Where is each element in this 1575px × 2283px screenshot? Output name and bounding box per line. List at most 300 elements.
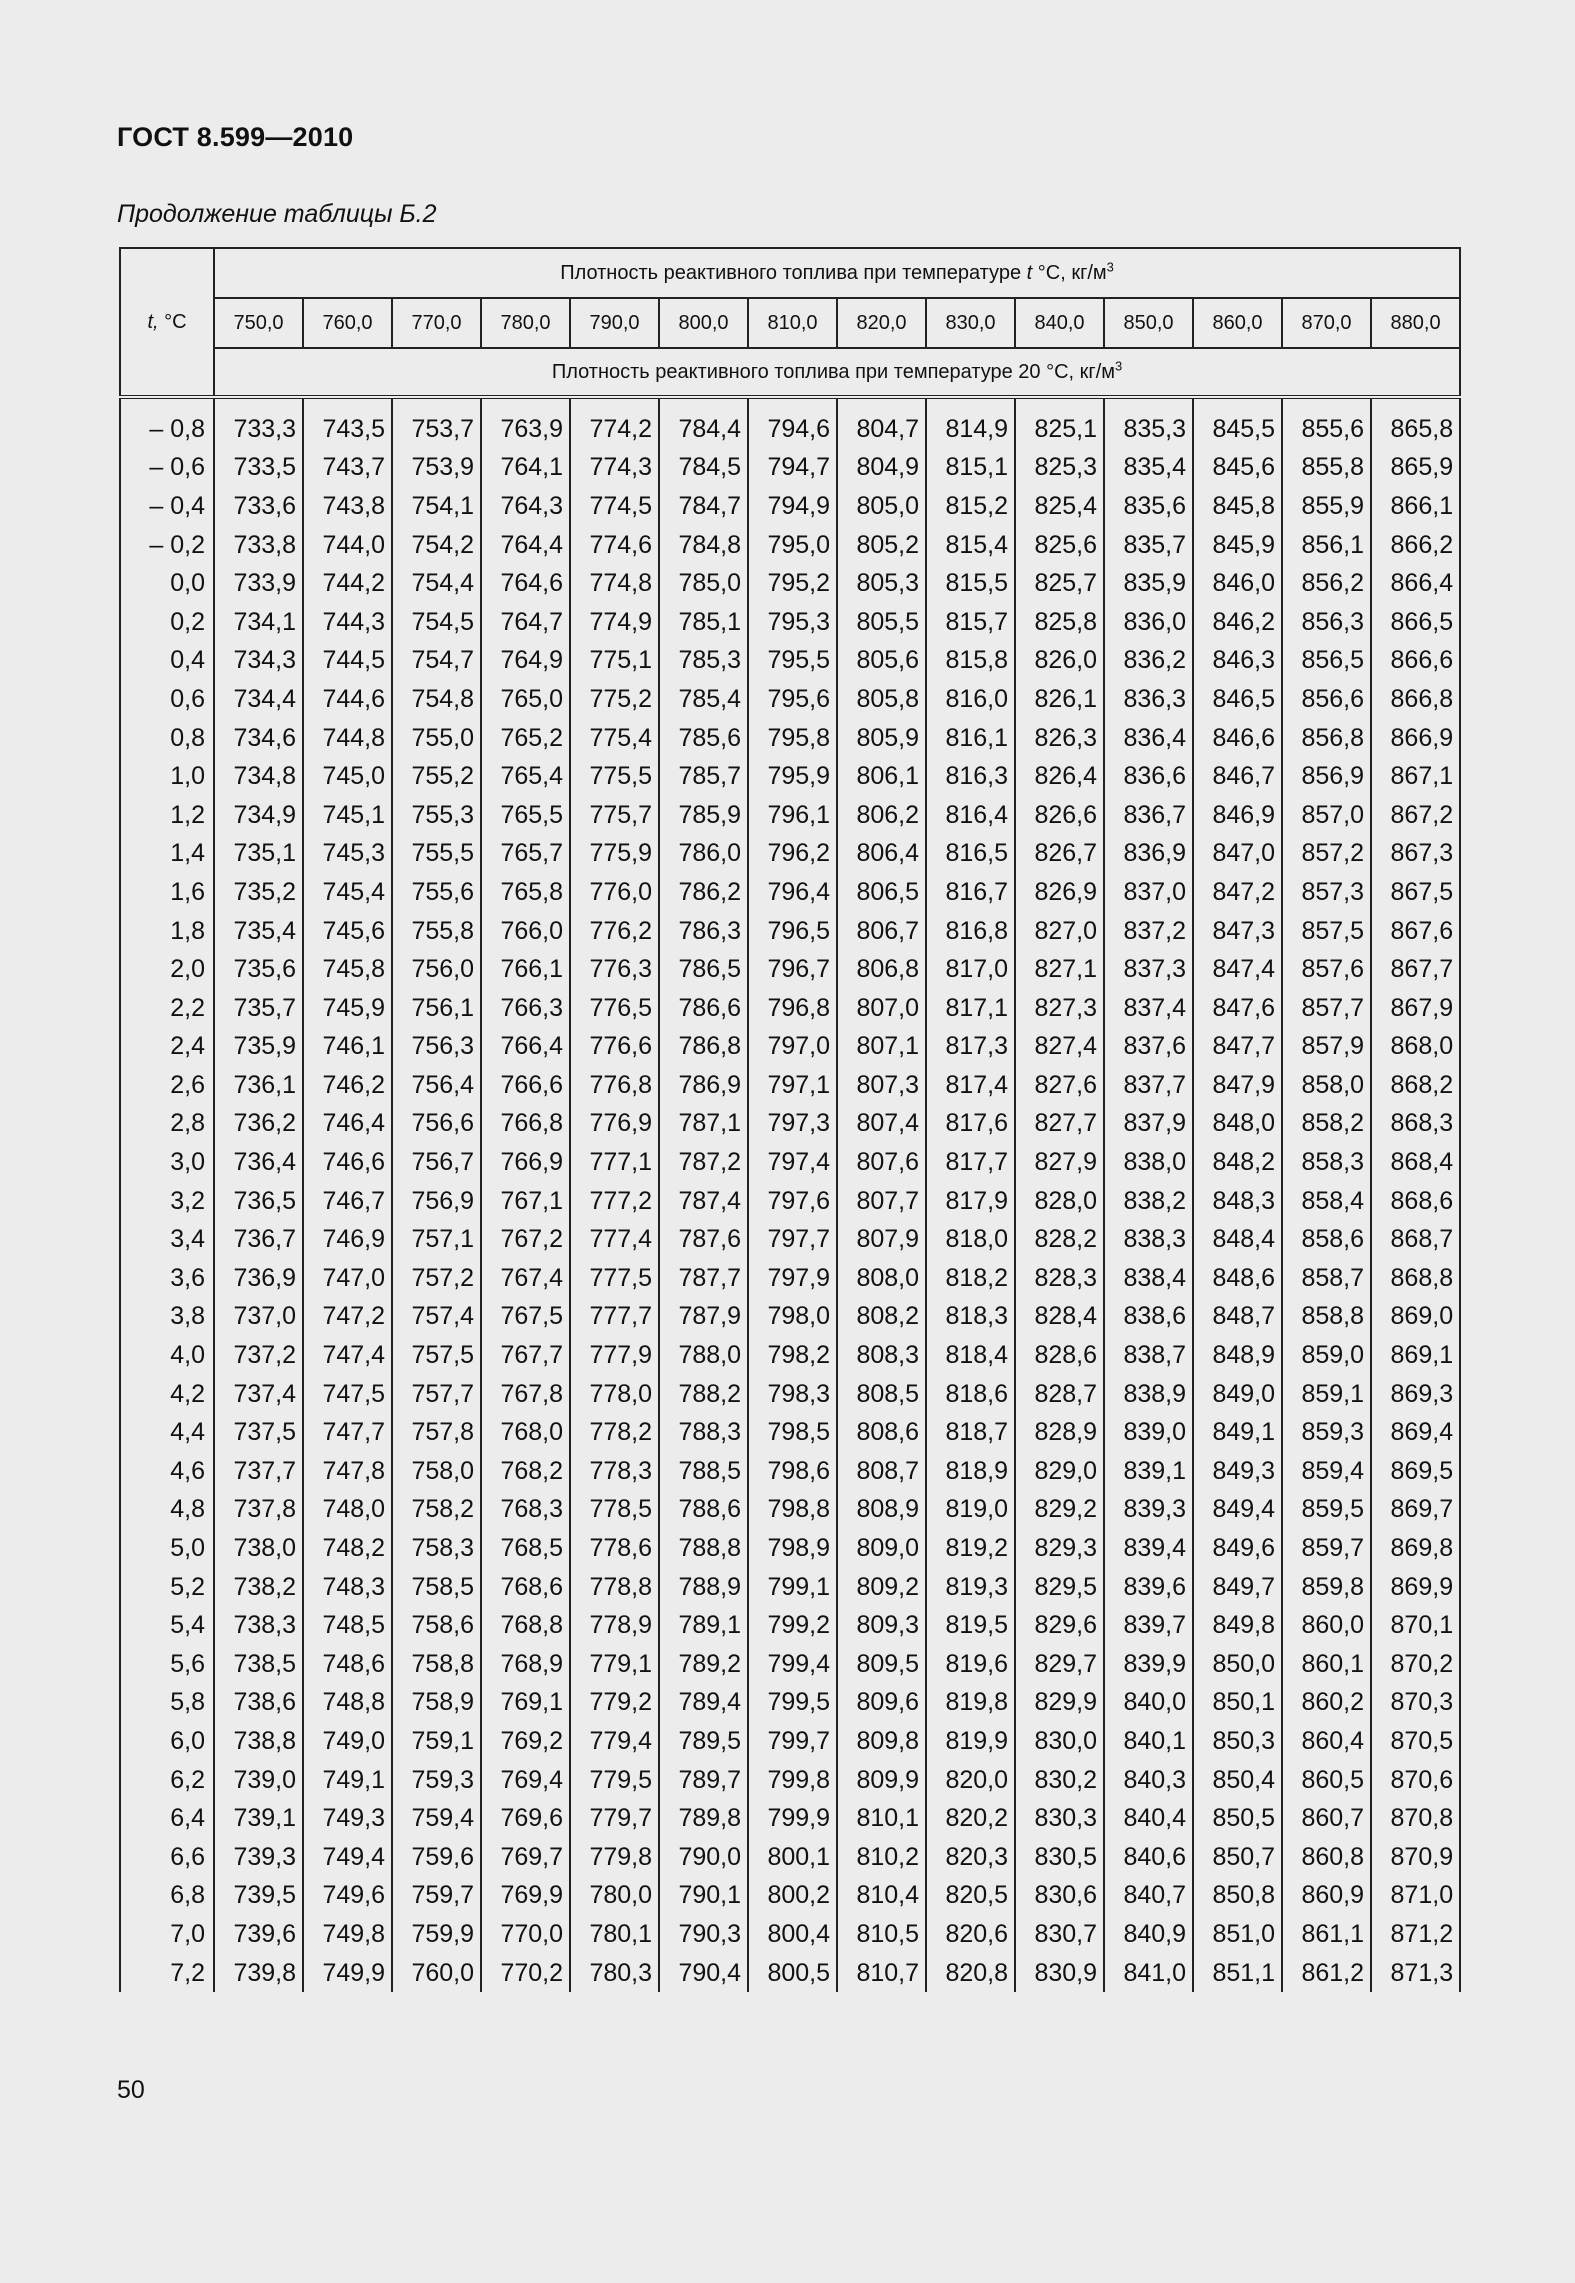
density-value-cell: 764,3 (481, 487, 570, 526)
density-value-cell: 858,8 (1282, 1298, 1371, 1337)
density-column-header: 830,0 (926, 298, 1015, 348)
density-value-cell: 778,6 (570, 1529, 659, 1568)
table-row (120, 642, 1460, 681)
density-value-cell: 840,0 (1104, 1684, 1193, 1723)
table-row (120, 1298, 1460, 1337)
density-value-cell: 861,1 (1282, 1915, 1371, 1954)
density-value-cell: 768,8 (481, 1606, 570, 1645)
density-value-cell: 816,8 (926, 912, 1015, 951)
density-value-cell: 807,9 (837, 1220, 926, 1259)
density-value-cell: 817,1 (926, 989, 1015, 1028)
density-value-cell: 738,6 (214, 1684, 303, 1723)
density-value-cell: 743,7 (303, 449, 392, 488)
density-value-cell: 788,8 (659, 1529, 748, 1568)
density-value-cell: 809,3 (837, 1606, 926, 1645)
density-value-cell: 869,8 (1371, 1529, 1460, 1568)
density-value-cell: 754,8 (392, 680, 481, 719)
density-value-cell: 859,1 (1282, 1375, 1371, 1414)
temperature-cell: 3,8 (120, 1298, 214, 1337)
density-value-cell: 734,9 (214, 796, 303, 835)
density-value-cell: 826,0 (1015, 642, 1104, 681)
density-value-cell: 777,1 (570, 1143, 659, 1182)
density-value-cell: 796,2 (748, 835, 837, 874)
density-value-cell: 757,4 (392, 1298, 481, 1337)
density-value-cell: 819,5 (926, 1606, 1015, 1645)
density-value-cell: 753,7 (392, 410, 481, 449)
density-value-cell: 808,9 (837, 1491, 926, 1530)
density-value-cell: 804,7 (837, 410, 926, 449)
density-value-cell: 778,5 (570, 1491, 659, 1530)
density-value-cell: 815,8 (926, 642, 1015, 681)
density-value-cell: 849,1 (1193, 1413, 1282, 1452)
density-value-cell: 845,9 (1193, 526, 1282, 565)
density-value-cell: 870,6 (1371, 1761, 1460, 1800)
density-value-cell: 748,3 (303, 1568, 392, 1607)
density-value-cell: 745,3 (303, 835, 392, 874)
density-value-cell: 868,0 (1371, 1028, 1460, 1067)
density-value-cell: 827,4 (1015, 1028, 1104, 1067)
density-value-cell: 827,6 (1015, 1066, 1104, 1105)
density-value-cell: 784,8 (659, 526, 748, 565)
density-at-20-header (214, 348, 1460, 397)
temperature-cell: 1,2 (120, 796, 214, 835)
density-value-cell: 829,2 (1015, 1491, 1104, 1530)
density-value-cell: 851,1 (1193, 1954, 1282, 1993)
density-value-cell: 787,9 (659, 1298, 748, 1337)
density-value-cell: 818,0 (926, 1220, 1015, 1259)
density-value-cell: 764,6 (481, 564, 570, 603)
density-value-cell: 860,5 (1282, 1761, 1371, 1800)
density-value-cell: 827,9 (1015, 1143, 1104, 1182)
temperature-cell: – 0,2 (120, 526, 214, 565)
density-value-cell: 765,7 (481, 835, 570, 874)
density-value-cell: 759,1 (392, 1722, 481, 1761)
density-value-cell: 744,2 (303, 564, 392, 603)
density-column-header: 880,0 (1371, 298, 1460, 348)
density-value-cell: 828,9 (1015, 1413, 1104, 1452)
density-value-cell: 766,9 (481, 1143, 570, 1182)
temperature-cell: 6,8 (120, 1877, 214, 1916)
separator-cell (1104, 397, 1193, 410)
separator-cell (837, 397, 926, 410)
density-value-cell: 828,2 (1015, 1220, 1104, 1259)
density-value-cell: 856,3 (1282, 603, 1371, 642)
density-value-cell: 795,2 (748, 564, 837, 603)
temperature-cell: 4,8 (120, 1491, 214, 1530)
density-value-cell: 859,5 (1282, 1491, 1371, 1530)
density-value-cell: 846,7 (1193, 757, 1282, 796)
density-value-cell: 784,4 (659, 410, 748, 449)
table-row (120, 873, 1460, 912)
density-value-cell: 798,3 (748, 1375, 837, 1414)
temperature-cell: 4,0 (120, 1336, 214, 1375)
density-value-cell: 839,0 (1104, 1413, 1193, 1452)
density-value-cell: 749,4 (303, 1838, 392, 1877)
density-at-t-suffix: °С, кг/м (1032, 261, 1107, 284)
density-value-cell: 860,7 (1282, 1799, 1371, 1838)
density-value-cell: 796,4 (748, 873, 837, 912)
density-value-cell: 800,2 (748, 1877, 837, 1916)
density-value-cell: 815,7 (926, 603, 1015, 642)
density-value-cell: 756,3 (392, 1028, 481, 1067)
table-row (120, 1954, 1460, 1993)
density-value-cell: 739,1 (214, 1799, 303, 1838)
density-value-cell: 808,3 (837, 1336, 926, 1375)
density-value-cell: 838,3 (1104, 1220, 1193, 1259)
density-value-cell: 775,7 (570, 796, 659, 835)
temperature-column-header (120, 248, 214, 397)
density-value-cell: 779,2 (570, 1684, 659, 1723)
density-value-cell: 869,7 (1371, 1491, 1460, 1530)
density-value-cell: 838,7 (1104, 1336, 1193, 1375)
density-value-cell: 846,0 (1193, 564, 1282, 603)
density-value-cell: 770,0 (481, 1915, 570, 1954)
density-value-cell: 816,7 (926, 873, 1015, 912)
density-value-cell: 825,4 (1015, 487, 1104, 526)
density-value-cell: 837,9 (1104, 1105, 1193, 1144)
density-value-cell: 776,0 (570, 873, 659, 912)
density-value-cell: 837,0 (1104, 873, 1193, 912)
density-value-cell: 774,9 (570, 603, 659, 642)
density-value-cell: 755,3 (392, 796, 481, 835)
density-value-cell: 871,2 (1371, 1915, 1460, 1954)
density-value-cell: 765,4 (481, 757, 570, 796)
table-row (120, 1259, 1460, 1298)
density-value-cell: 847,3 (1193, 912, 1282, 951)
density-value-cell: 777,5 (570, 1259, 659, 1298)
density-value-cell: 807,6 (837, 1143, 926, 1182)
density-value-cell: 818,3 (926, 1298, 1015, 1337)
density-value-cell: 850,1 (1193, 1684, 1282, 1723)
density-value-cell: 789,7 (659, 1761, 748, 1800)
density-value-cell: 755,5 (392, 835, 481, 874)
density-value-cell: 756,9 (392, 1182, 481, 1221)
density-value-cell: 786,3 (659, 912, 748, 951)
density-value-cell: 837,3 (1104, 950, 1193, 989)
density-value-cell: 795,0 (748, 526, 837, 565)
density-value-cell: 734,6 (214, 719, 303, 758)
density-value-cell: 866,2 (1371, 526, 1460, 565)
density-value-cell: 767,8 (481, 1375, 570, 1414)
density-value-cell: 769,1 (481, 1684, 570, 1723)
table-row (120, 410, 1460, 449)
density-value-cell: 808,0 (837, 1259, 926, 1298)
density-value-cell: 785,6 (659, 719, 748, 758)
density-value-cell: 819,8 (926, 1684, 1015, 1723)
density-value-cell: 828,6 (1015, 1336, 1104, 1375)
density-value-cell: 749,3 (303, 1799, 392, 1838)
density-value-cell: 860,8 (1282, 1838, 1371, 1877)
density-value-cell: 778,9 (570, 1606, 659, 1645)
density-value-cell: 757,7 (392, 1375, 481, 1414)
density-value-cell: 858,0 (1282, 1066, 1371, 1105)
density-value-cell: 786,6 (659, 989, 748, 1028)
density-value-cell: 787,2 (659, 1143, 748, 1182)
table-row (120, 1182, 1460, 1221)
density-value-cell: 856,5 (1282, 642, 1371, 681)
density-value-cell: 836,2 (1104, 642, 1193, 681)
table-row (120, 449, 1460, 488)
density-column-header: 850,0 (1104, 298, 1193, 348)
density-value-cell: 746,1 (303, 1028, 392, 1067)
density-value-cell: 784,5 (659, 449, 748, 488)
density-value-cell: 758,9 (392, 1684, 481, 1723)
density-value-cell: 789,4 (659, 1684, 748, 1723)
density-value-cell: 774,5 (570, 487, 659, 526)
temperature-cell: – 0,6 (120, 449, 214, 488)
density-value-cell: 840,1 (1104, 1722, 1193, 1761)
density-value-cell: 799,9 (748, 1799, 837, 1838)
density-value-cell: 738,5 (214, 1645, 303, 1684)
density-value-cell: 787,1 (659, 1105, 748, 1144)
separator-cell (392, 397, 481, 410)
temperature-cell: 1,0 (120, 757, 214, 796)
density-value-cell: 739,6 (214, 1915, 303, 1954)
density-value-cell: 765,8 (481, 873, 570, 912)
temperature-cell: 4,4 (120, 1413, 214, 1452)
density-value-cell: 744,0 (303, 526, 392, 565)
density-value-cell: 759,3 (392, 1761, 481, 1800)
density-value-cell: 747,8 (303, 1452, 392, 1491)
density-value-cell: 798,6 (748, 1452, 837, 1491)
density-value-cell: 747,0 (303, 1259, 392, 1298)
density-value-cell: 760,0 (392, 1954, 481, 1993)
density-value-cell: 866,5 (1371, 603, 1460, 642)
density-value-cell: 767,7 (481, 1336, 570, 1375)
table-row (120, 1105, 1460, 1144)
density-value-cell: 860,4 (1282, 1722, 1371, 1761)
density-value-cell: 738,0 (214, 1529, 303, 1568)
density-value-cell: 855,8 (1282, 449, 1371, 488)
density-value-cell: 866,9 (1371, 719, 1460, 758)
density-value-cell: 867,7 (1371, 950, 1460, 989)
density-value-cell: 819,2 (926, 1529, 1015, 1568)
density-value-cell: 759,6 (392, 1838, 481, 1877)
density-value-cell: 871,0 (1371, 1877, 1460, 1916)
density-value-cell: 817,0 (926, 950, 1015, 989)
temperature-cell: 2,0 (120, 950, 214, 989)
density-value-cell: 745,6 (303, 912, 392, 951)
density-value-cell: 739,8 (214, 1954, 303, 1993)
density-value-cell: 777,9 (570, 1336, 659, 1375)
density-value-cell: 837,6 (1104, 1028, 1193, 1067)
density-value-cell: 735,4 (214, 912, 303, 951)
density-value-cell: 848,2 (1193, 1143, 1282, 1182)
density-value-cell: 769,9 (481, 1877, 570, 1916)
density-value-cell: 767,5 (481, 1298, 570, 1337)
density-value-cell: 796,5 (748, 912, 837, 951)
table-row (120, 1761, 1460, 1800)
density-value-cell: 847,6 (1193, 989, 1282, 1028)
table-row (120, 989, 1460, 1028)
density-value-cell: 745,4 (303, 873, 392, 912)
density-value-cell: 857,5 (1282, 912, 1371, 951)
temperature-cell: 5,2 (120, 1568, 214, 1607)
density-value-cell: 829,3 (1015, 1529, 1104, 1568)
density-value-cell: 807,7 (837, 1182, 926, 1221)
density-value-cell: 774,3 (570, 449, 659, 488)
density-value-cell: 818,4 (926, 1336, 1015, 1375)
density-value-cell: 836,3 (1104, 680, 1193, 719)
density-value-cell: 747,5 (303, 1375, 392, 1414)
density-value-cell: 795,8 (748, 719, 837, 758)
density-value-cell: 826,6 (1015, 796, 1104, 835)
density-value-cell: 787,7 (659, 1259, 748, 1298)
density-value-cell: 820,3 (926, 1838, 1015, 1877)
density-value-cell: 836,9 (1104, 835, 1193, 874)
temperature-cell: 5,4 (120, 1606, 214, 1645)
density-value-cell: 869,4 (1371, 1413, 1460, 1452)
density-value-cell: 815,2 (926, 487, 1015, 526)
table-row (120, 1645, 1460, 1684)
density-value-cell: 805,0 (837, 487, 926, 526)
density-column-header: 780,0 (481, 298, 570, 348)
temperature-cell: 7,0 (120, 1915, 214, 1954)
density-value-cell: 758,5 (392, 1568, 481, 1607)
density-value-cell: 868,2 (1371, 1066, 1460, 1105)
density-value-cell: 779,7 (570, 1799, 659, 1838)
density-value-cell: 777,4 (570, 1220, 659, 1259)
density-value-cell: 806,8 (837, 950, 926, 989)
density-value-cell: 837,4 (1104, 989, 1193, 1028)
density-value-cell: 785,0 (659, 564, 748, 603)
density-value-cell: 827,1 (1015, 950, 1104, 989)
density-value-cell: 756,7 (392, 1143, 481, 1182)
density-value-cell: 814,9 (926, 410, 1015, 449)
table-row (120, 1529, 1460, 1568)
density-value-cell: 827,7 (1015, 1105, 1104, 1144)
density-value-cell: 829,9 (1015, 1684, 1104, 1723)
density-value-cell: 776,3 (570, 950, 659, 989)
density-value-cell: 847,7 (1193, 1028, 1282, 1067)
density-value-cell: 749,9 (303, 1954, 392, 1993)
density-value-cell: 766,0 (481, 912, 570, 951)
temperature-cell: 2,8 (120, 1105, 214, 1144)
table-row (120, 1684, 1460, 1723)
density-value-cell: 787,4 (659, 1182, 748, 1221)
density-value-cell: 747,7 (303, 1413, 392, 1452)
temperature-cell: 3,4 (120, 1220, 214, 1259)
density-value-cell: 733,5 (214, 449, 303, 488)
density-value-cell: 816,3 (926, 757, 1015, 796)
density-value-cell: 849,8 (1193, 1606, 1282, 1645)
density-value-cell: 865,9 (1371, 449, 1460, 488)
density-column-header: 760,0 (303, 298, 392, 348)
density-value-cell: 787,6 (659, 1220, 748, 1259)
density-value-cell: 759,9 (392, 1915, 481, 1954)
density-value-cell: 835,9 (1104, 564, 1193, 603)
separator-cell (926, 397, 1015, 410)
density-value-cell: 776,9 (570, 1105, 659, 1144)
density-value-cell: 861,2 (1282, 1954, 1371, 1993)
density-value-cell: 849,3 (1193, 1452, 1282, 1491)
density-value-cell: 797,0 (748, 1028, 837, 1067)
density-value-cell: 818,7 (926, 1413, 1015, 1452)
density-value-cell: 855,6 (1282, 410, 1371, 449)
density-value-cell: 829,6 (1015, 1606, 1104, 1645)
density-value-cell: 857,7 (1282, 989, 1371, 1028)
density-value-cell: 733,9 (214, 564, 303, 603)
density-value-cell: 744,3 (303, 603, 392, 642)
density-value-cell: 790,0 (659, 1838, 748, 1877)
density-value-cell: 838,6 (1104, 1298, 1193, 1337)
temperature-cell: 4,6 (120, 1452, 214, 1491)
density-value-cell: 839,1 (1104, 1452, 1193, 1491)
density-value-cell: 774,8 (570, 564, 659, 603)
density-value-cell: 748,0 (303, 1491, 392, 1530)
table-row (120, 1568, 1460, 1607)
density-value-cell: 806,5 (837, 873, 926, 912)
density-value-cell: 815,4 (926, 526, 1015, 565)
density-value-cell: 820,0 (926, 1761, 1015, 1800)
density-value-cell: 739,5 (214, 1877, 303, 1916)
density-value-cell: 735,2 (214, 873, 303, 912)
density-value-cell: 746,2 (303, 1066, 392, 1105)
density-value-cell: 846,9 (1193, 796, 1282, 835)
table-row (120, 1028, 1460, 1067)
table-row (120, 1066, 1460, 1105)
temperature-cell: 5,8 (120, 1684, 214, 1723)
density-value-cell: 805,3 (837, 564, 926, 603)
table-row (120, 603, 1460, 642)
temperature-cell: – 0,4 (120, 487, 214, 526)
density-value-cell: 817,6 (926, 1105, 1015, 1144)
density-value-cell: 757,5 (392, 1336, 481, 1375)
density-value-cell: 866,6 (1371, 642, 1460, 681)
density-value-cell: 850,0 (1193, 1645, 1282, 1684)
density-value-cell: 790,3 (659, 1915, 748, 1954)
temperature-header-var: t, (147, 310, 159, 333)
density-value-cell: 847,2 (1193, 873, 1282, 912)
density-value-cell: 785,4 (659, 680, 748, 719)
temperature-cell: 3,0 (120, 1143, 214, 1182)
density-column-header: 790,0 (570, 298, 659, 348)
density-value-cell: 779,5 (570, 1761, 659, 1800)
density-value-cell: 866,8 (1371, 680, 1460, 719)
density-value-cell: 867,5 (1371, 873, 1460, 912)
density-value-cell: 856,1 (1282, 526, 1371, 565)
density-value-cell: 798,2 (748, 1336, 837, 1375)
separator-cell (1371, 397, 1460, 410)
density-value-cell: 806,1 (837, 757, 926, 796)
density-value-cell: 809,0 (837, 1529, 926, 1568)
table-row (120, 835, 1460, 874)
density-value-cell: 850,4 (1193, 1761, 1282, 1800)
density-value-cell: 797,9 (748, 1259, 837, 1298)
separator-cell (214, 397, 303, 410)
temperature-cell: 2,6 (120, 1066, 214, 1105)
density-value-cell: 816,1 (926, 719, 1015, 758)
density-at-t-header (214, 248, 1460, 298)
density-value-cell: 749,1 (303, 1761, 392, 1800)
density-value-cell: 807,3 (837, 1066, 926, 1105)
density-value-cell: 786,0 (659, 835, 748, 874)
density-value-cell: 786,2 (659, 873, 748, 912)
density-value-cell: 870,3 (1371, 1684, 1460, 1723)
density-value-cell: 867,9 (1371, 989, 1460, 1028)
density-at-t-unit-sup: 3 (1106, 258, 1114, 274)
density-value-cell: 789,2 (659, 1645, 748, 1684)
density-value-cell: 816,5 (926, 835, 1015, 874)
density-value-cell: 785,1 (659, 603, 748, 642)
density-value-cell: 774,2 (570, 410, 659, 449)
density-value-cell: 799,5 (748, 1684, 837, 1723)
density-value-cell: 807,4 (837, 1105, 926, 1144)
density-value-cell: 817,4 (926, 1066, 1015, 1105)
density-value-cell: 810,2 (837, 1838, 926, 1877)
density-value-cell: 733,6 (214, 487, 303, 526)
density-value-cell: 805,9 (837, 719, 926, 758)
